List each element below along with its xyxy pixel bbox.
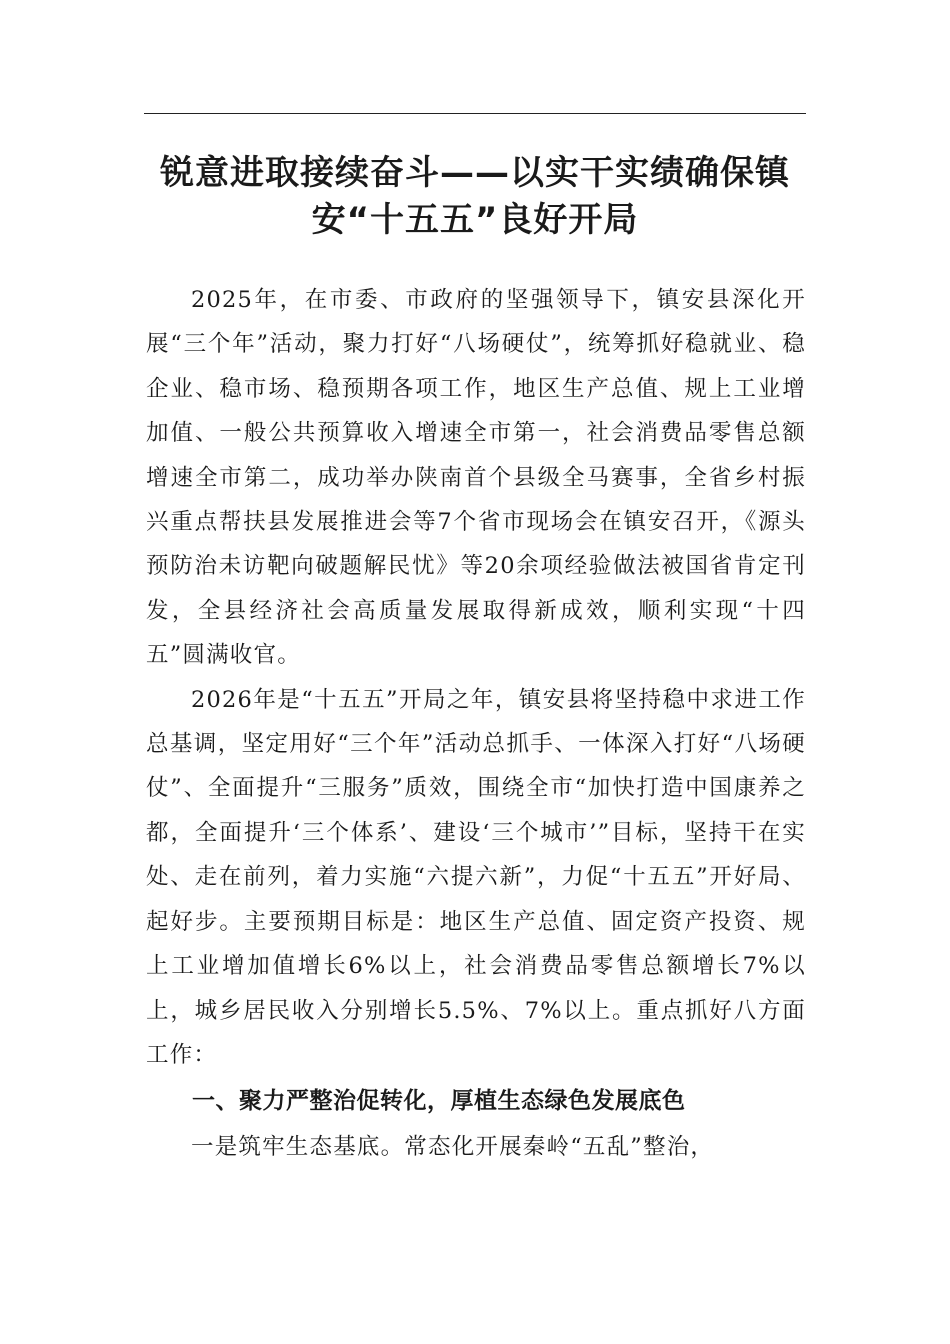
title-line-2: 安“十五五”良好开局: [311, 200, 639, 240]
document-title: [144, 150, 806, 244]
paragraph-2026-goals: 2026年是“十五五”开局之年，镇安县将坚持稳中求进工作总基调，坚定用好“三个年”活动总抓手、一体深入打好“八场硬仗”、全面提升“三服务”质效，围绕全市“加快打造中国康养之都，全面提升‘三个体系’、建设‘三个城市’”目标，坚持干在实处、走在前列，着力实施“六提六新”，力促“十五五”开好局、起好步。主要预期目标是：地区生产总值、固定资产投资、规上工业增加值增长6%以上，社会消费品零售总额增长7%以上，城乡居民收入分别增长5.5%、7%以上。重点抓好八方面工作：: [146, 686, 806, 1068]
section-1-paragraph: 一是筑牢生态基底。常态化开展秦岭“五乱”整治，: [191, 1134, 715, 1161]
document-body: [146, 278, 806, 1170]
title-line-1: 锐意进取接续奋斗——以实干实绩确保镇: [160, 153, 790, 193]
header-rule: [144, 113, 806, 114]
paragraph-2025-review: 2025年，在市委、市政府的坚强领导下，镇安县深化开展“三个年”活动，聚力打好“八场硬仗”，统筹抓好稳就业、稳企业、稳市场、稳预期各项工作，地区生产总值、规上工业增加值、一般公共预算收入增速全市第一，社会消费品零售总额增速全市第二，成功举办陕南首个县级全马赛事，全省乡村振兴重点帮扶县发展推进会等7个省市现场会在镇安召开，《源头预防治未访靶向破题解民忧》等20余项经验做法被国省肯定刊发，全县经济社会高质量发展取得新成效，顺利实现“十四五”圆满收官。: [146, 287, 806, 669]
section-heading-1: 一、聚力严整治促转化，厚植生态绿色发展底色: [192, 1088, 686, 1115]
